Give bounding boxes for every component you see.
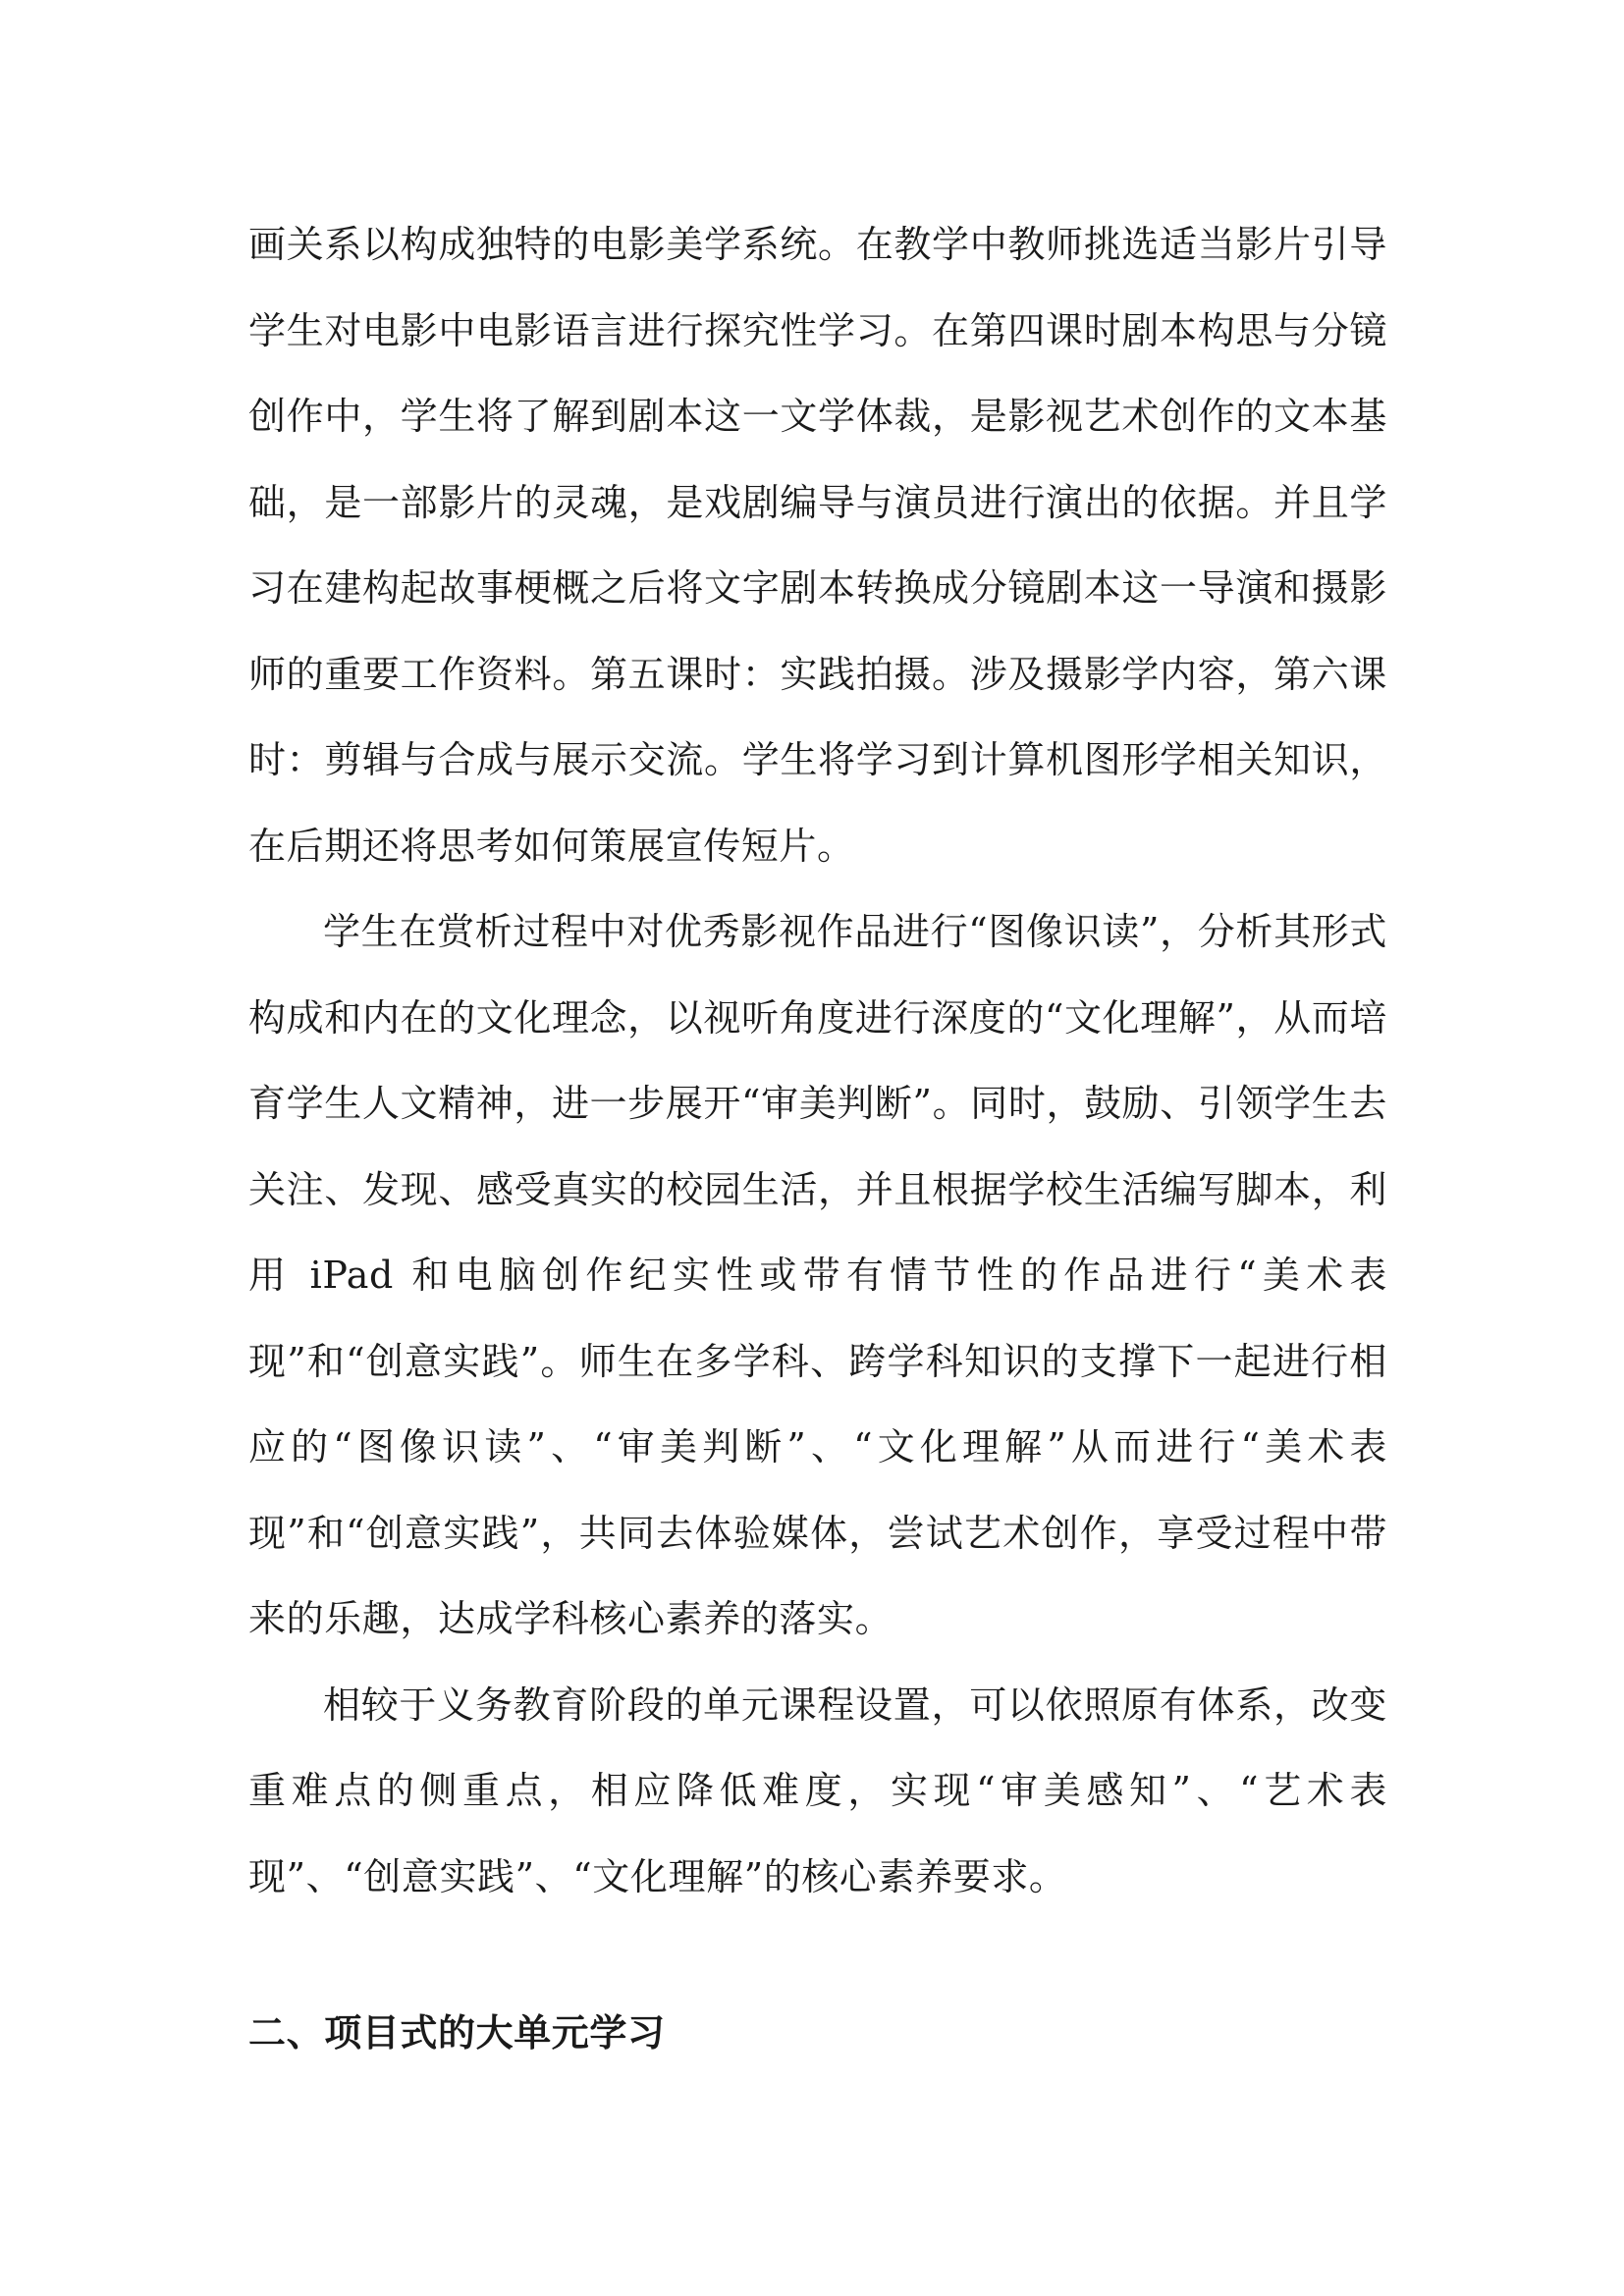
body-paragraph-continued: 画关系以构成独特的电影美学系统。在教学中教师挑选适当影片引导学生对电影中电影语言进行探究性学习。在第四课时剧本构思与分镜创作中，学生将了解到剧本这一文学体裁，是影视艺术创作的文本基础，是一部影片的灵魂，是戏剧编导与演员进行演出的依据。并且学习在建构起故事梗概之后将文字剧本转换成分镜剧本这一导演和摄影师的重要工作资料。第五课时：实践拍摄。涉及摄影学内容，第六课时：剪辑与合成与展示交流。学生将学习到计算机图形学相关知识，在后期还将思考如何策展宣传短片。 (248, 223, 1387, 868)
body-paragraph-curriculum-comparison: 相较于义务教育阶段的单元课程设置，可以依照原有体系，改变重难点的侧重点，相应降低难度，实现“审美感知”、“艺术表现”、“创意实践”、“文化理解”的核心素养要求。 (248, 1682, 1387, 1898)
document-body (248, 202, 1387, 1920)
section-heading: 二、项目式的大单元学习 (248, 2010, 666, 2055)
body-paragraph-core-literacy: 学生在赏析过程中对优秀影视作品进行“图像识读”，分析其形式构成和内在的文化理念，以视听角度进行深度的“文化理解”，从而培育学生人文精神，进一步展开“审美判断”。同时，鼓励、引领学生去关注、发现、感受真实的校园生活，并且根据学校生活编写脚本，利用 iPad 和电脑创作纪实性或带有情节性的作品进行“美术表现”和“创意实践”。师生在多学科、跨学科知识的支撑下一起进行相应的“图像识读”、“审美判断”、“文化理解”从而进行“美术表现”和“创意实践”，共同去体验媒体，尝试艺术创作，享受过程中带来的乐趣，达成学科核心素养的落实。 (248, 910, 1387, 1640)
